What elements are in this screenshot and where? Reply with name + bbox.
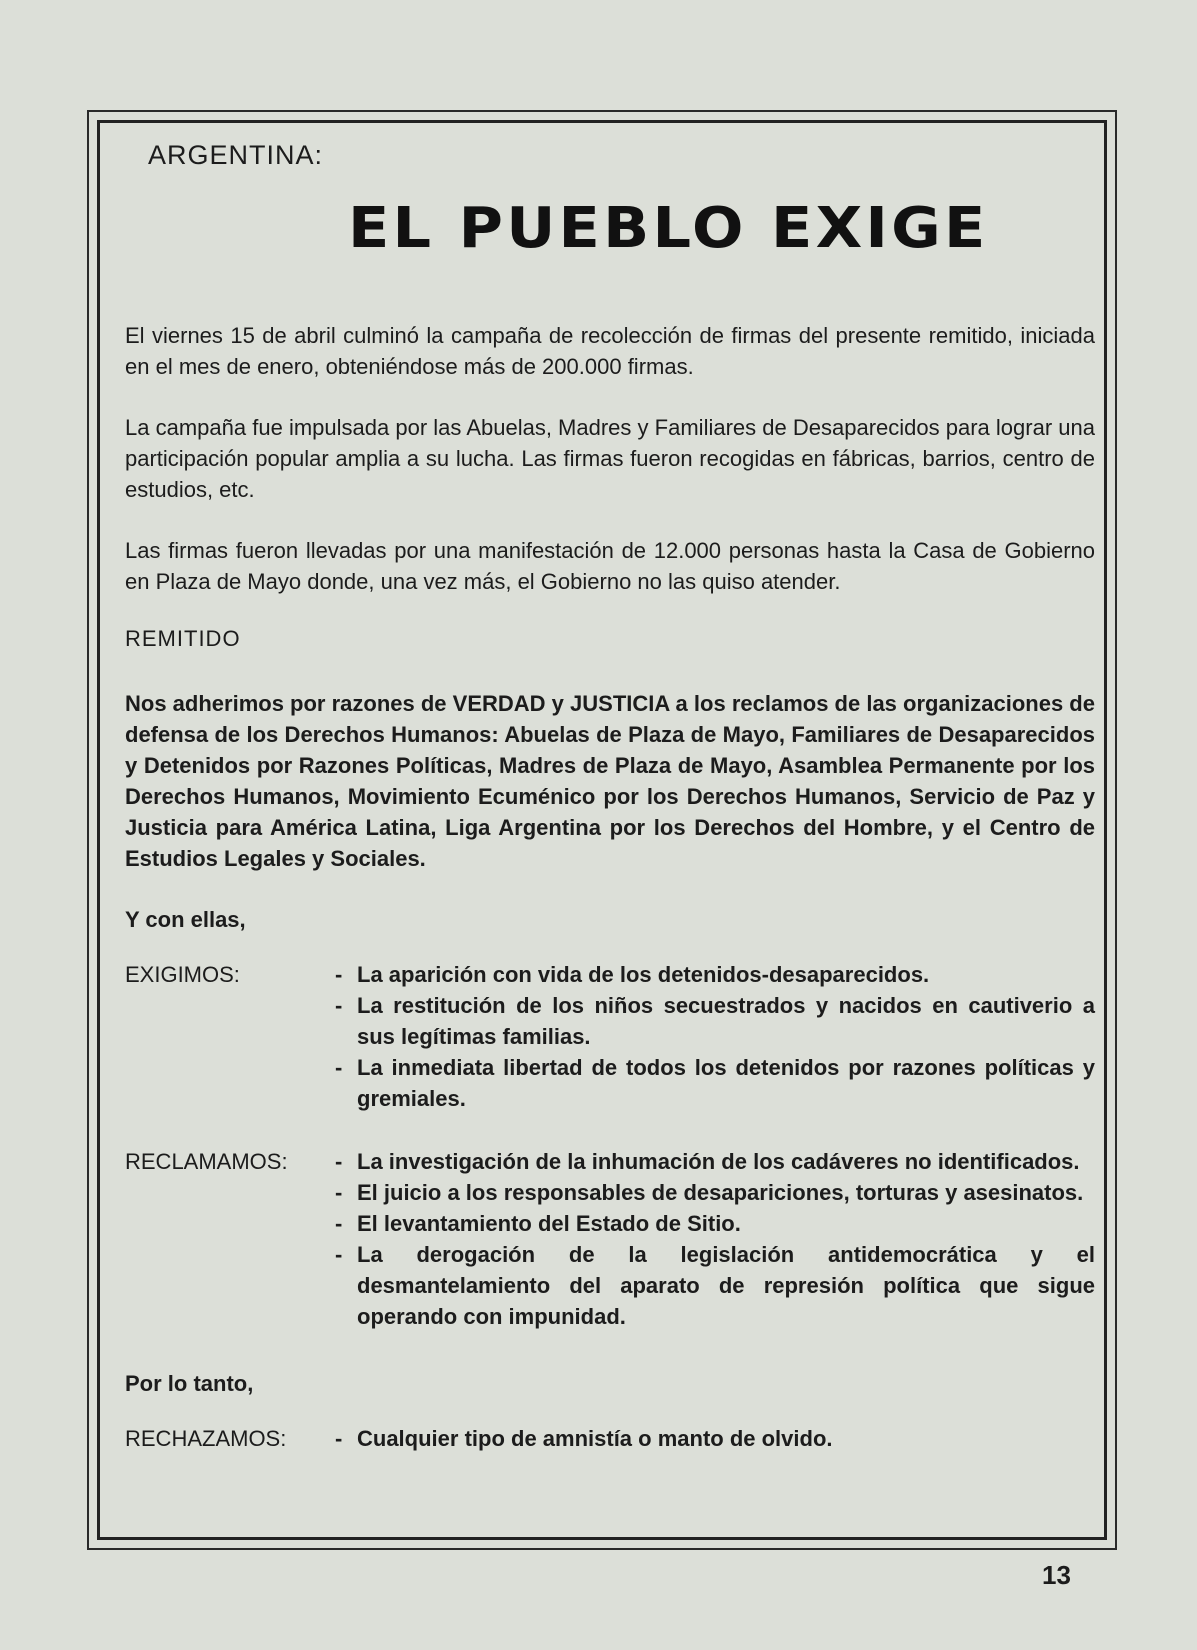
with-them-line: Y con ellas, [125,907,246,932]
intro-paragraph-2: La campaña fue impulsada por las Abuelas, Madres y Familiares de Desaparecidos para lograr una participación popular amplia a su lucha. Las firmas fueron recogidas en fábricas, barrios, centro de estudios, etc. [125,415,1095,502]
reclamamos-block [125,1146,1095,1332]
article-body [125,320,1095,1472]
reclamamos-item: - La derogación de la legislación antidemocrática y el desmantelamiento del aparato de represión política que sigue operando con impunidad. [335,1239,1095,1332]
rechazamos-label: RECHAZAMOS: [125,1426,287,1451]
remitido-statement: Nos adherimos por razones de VERDAD y JUSTICIA a los reclamos de las organizaciones de defensa de los Derechos Humanos: Abuelas de Plaza de Mayo, Familiares de Desaparecidos y Detenidos por Razones Políticas, Madres de Plaza de Mayo, Asamblea Permanente por los Derechos Humanos, Movimiento Ecuménico por los Derechos Humanos, Servicio de Paz y Justicia para América Latina, Liga Argentina por los Derechos del Hombre, y el Centro de Estudios Legales y Sociales. [125,691,1095,871]
exigimos-label: EXIGIMOS: [125,962,240,987]
reclamamos-item: - El juicio a los responsables de desapariciones, torturas y asesinatos. [335,1177,1095,1208]
reclamamos-item: - El levantamiento del Estado de Sitio. [335,1208,1095,1239]
reclamamos-item: - La investigación de la inhumación de los cadáveres no identificados. [335,1146,1095,1177]
headline: EL PUEBLO EXIGE [348,196,989,261]
exigimos-list [335,959,1095,1114]
remitido-label: REMITIDO [125,626,241,651]
exigimos-item: - La aparición con vida de los detenidos-desaparecidos. [335,959,1095,990]
country-kicker: ARGENTINA: [148,140,324,170]
rechazamos-item: - Cualquier tipo de amnistía o manto de olvido. [335,1423,1095,1454]
intro-paragraph-1: El viernes 15 de abril culminó la campaña de recolección de firmas del presente remitido, iniciada en el mes de enero, obteniéndose más de 200.000 firmas. [125,323,1095,379]
page-number: 13 [1042,1560,1071,1590]
rechazamos-list [335,1423,1095,1454]
exigimos-item: - La inmediata libertad de todos los detenidos por razones políticas y gremiales. [335,1052,1095,1114]
therefore-line: Por lo tanto, [125,1371,254,1396]
reclamamos-list [335,1146,1095,1332]
reclamamos-label: RECLAMAMOS: [125,1149,288,1174]
intro-paragraph-3: Las firmas fueron llevadas por una manifestación de 12.000 personas hasta la Casa de Gobierno en Plaza de Mayo donde, una vez más, el Gobierno no las quiso atender. [125,538,1095,594]
exigimos-item: - La restitución de los niños secuestrados y nacidos en cautiverio a sus legítimas familias. [335,990,1095,1052]
exigimos-block [125,959,1095,1114]
rechazamos-block [125,1423,1095,1454]
